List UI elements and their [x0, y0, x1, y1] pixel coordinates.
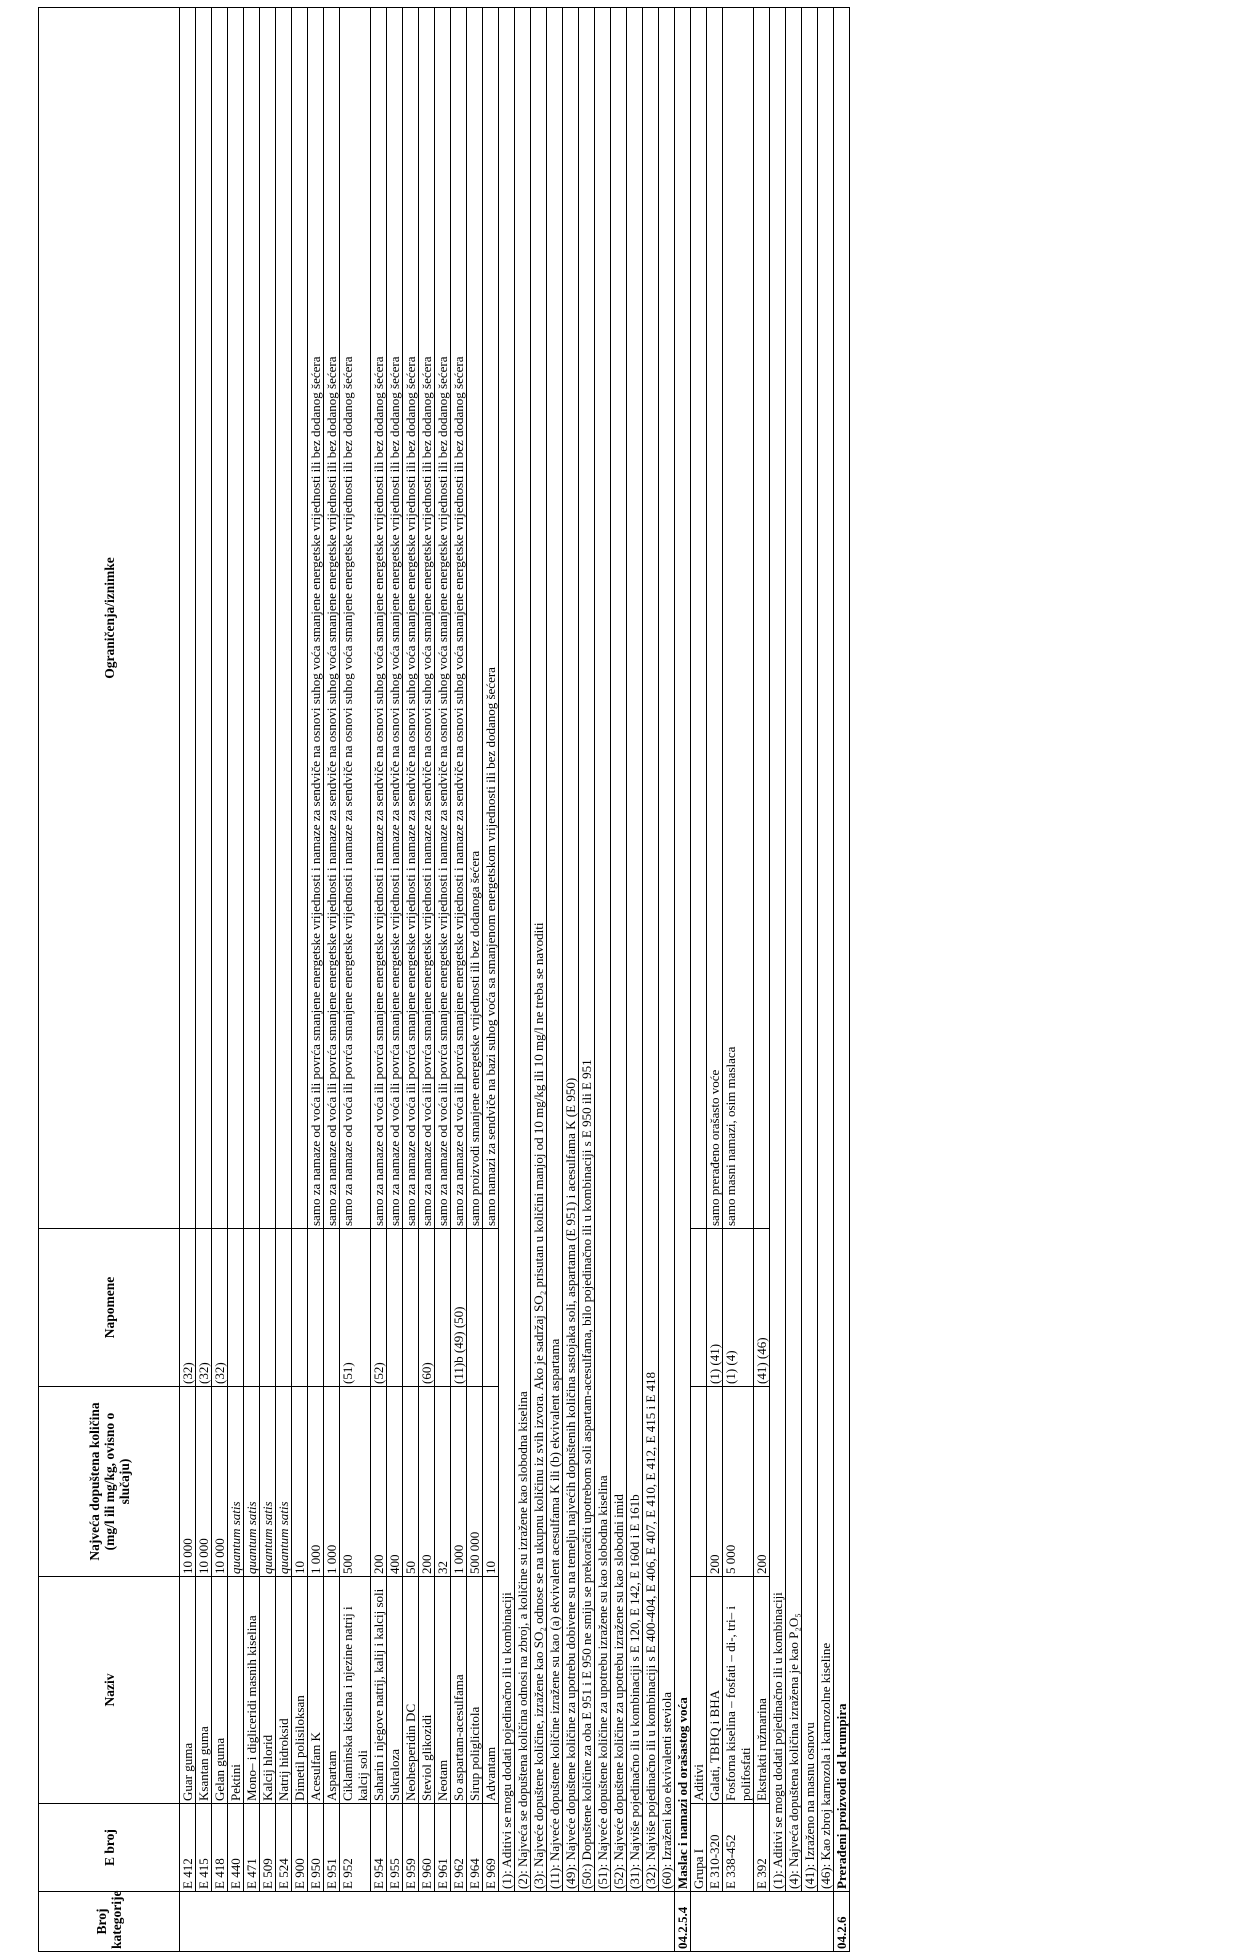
header-e-number: E broj [39, 1804, 180, 1892]
e-number-cell: E 412 [180, 1804, 196, 1892]
name-cell: Mono– i digliceridi masnih kiselina [244, 1577, 260, 1804]
name-cell: Neohesperidin DC [403, 1577, 419, 1804]
name-cell: Gelan guma [212, 1577, 228, 1804]
notes-cell [691, 1229, 707, 1387]
e-number-cell: E 509 [260, 1804, 276, 1892]
e-number-cell: E 310-320 [707, 1804, 723, 1892]
notes-cell: (52) [371, 1229, 387, 1387]
section-row [834, 8, 850, 1952]
table-row [435, 8, 451, 1952]
notes-cell: (41) (46) [754, 1229, 770, 1387]
name-cell: Sirup poliglicitola [467, 1577, 483, 1804]
name-cell: Saharin i njegove natrij, kalij i kalcij soli [371, 1577, 387, 1804]
category-cell [276, 1892, 292, 1952]
notes-cell: (1) (4) [723, 1229, 754, 1387]
table-row [196, 8, 212, 1952]
category-cell [802, 1892, 818, 1952]
footnote-text: (49): Najveće dopuštene količine za upotrebu dobivene su na temelju najvećih dopuštenih količina sastojaka soli, aspartama (E 951) i acesulfama K (E 950) [563, 8, 579, 1892]
category-cell [786, 1892, 802, 1952]
restriction-cell [228, 8, 244, 1229]
restriction-cell: samo masni namazi, osim maslaca [723, 8, 754, 1229]
category-cell [579, 1892, 595, 1952]
restriction-cell: samo namazi za sendviče na bazi suhog voća sa smanjenom energetskom vrijednosti ili bez dodanog šećera [483, 8, 499, 1229]
quantity-cell: 5 000 [723, 1387, 754, 1577]
e-number-cell: E 962 [451, 1804, 467, 1892]
footnote-row [770, 8, 786, 1952]
category-cell [643, 1892, 659, 1952]
e-number-cell: E 952 [340, 1804, 371, 1892]
category-cell [196, 1892, 212, 1952]
notes-cell [403, 1229, 419, 1387]
restriction-cell: samo za namaze od voća ili povrća smanjene energetske vrijednosti i namaze za sendviče na osnovi suhog voća smanjene energetske vrijednosti ili bez dodanog šećera [324, 8, 340, 1229]
name-cell: Ksantan guma [196, 1577, 212, 1804]
notes-cell: (32) [196, 1229, 212, 1387]
category-cell [770, 1892, 786, 1952]
table-row [483, 8, 499, 1952]
e-number-cell: E 415 [196, 1804, 212, 1892]
footnote-row [563, 8, 579, 1952]
name-cell: Kalcij hlorid [260, 1577, 276, 1804]
e-number-cell: Grupa I [691, 1804, 707, 1892]
category-cell [499, 1892, 515, 1952]
quantity-cell: 10 000 [196, 1387, 212, 1577]
header-category: Broj kategorije [39, 1892, 180, 1952]
footnote-row [802, 8, 818, 1952]
restriction-cell: samo za namaze od voća ili povrća smanjene energetske vrijednosti i namaze za sendviče na osnovi suhog voća smanjene energetske vrijednosti ili bez dodanog šećera [419, 8, 435, 1229]
category-cell [212, 1892, 228, 1952]
category-cell [547, 1892, 563, 1952]
restriction-cell: samo za namaze od voća ili povrća smanjene energetske vrijednosti i namaze za sendviče na osnovi suhog voća smanjene energetske vrijednosti ili bez dodanog šećera [451, 8, 467, 1229]
restriction-cell [244, 8, 260, 1229]
name-cell: Ciklaminska kiselina i njezine natrij i kalcij soli [340, 1577, 371, 1804]
category-cell [371, 1892, 387, 1952]
category-cell [324, 1892, 340, 1952]
footnote-text: (2): Najveća se dopuštena količina odnosi na zbroj, a količine su izražene kao slobodna kiselina [515, 8, 531, 1892]
name-cell: Aspartam [324, 1577, 340, 1804]
name-cell: Sukraloza [387, 1577, 403, 1804]
footnote-row [786, 8, 802, 1952]
footnote-text: (1): Aditivi se mogu dodati pojedinačno ili u kombinaciji [770, 8, 786, 1892]
table-row [403, 8, 419, 1952]
footnote-text: (46): Kao zbroj karnozola i karnozolne kiseline [818, 8, 834, 1892]
footnote-text: (52): Najveće dopuštene količine za upotrebu izražene su kao slobodni imid [611, 8, 627, 1892]
table-row [292, 8, 308, 1952]
category-cell [387, 1892, 403, 1952]
table-row [754, 8, 770, 1952]
restriction-cell [196, 8, 212, 1229]
category-cell [563, 1892, 579, 1952]
e-number-cell: E 955 [387, 1804, 403, 1892]
table-row [467, 8, 483, 1952]
table-row [340, 8, 371, 1952]
category-cell [292, 1892, 308, 1952]
notes-cell [228, 1229, 244, 1387]
table-row [212, 8, 228, 1952]
notes-cell [308, 1229, 324, 1387]
category-cell [419, 1892, 435, 1952]
name-cell: Pektini [228, 1577, 244, 1804]
e-number-cell: E 951 [324, 1804, 340, 1892]
e-number-cell: E 964 [467, 1804, 483, 1892]
quantity-cell: quantum satis [228, 1387, 244, 1577]
restriction-cell [260, 8, 276, 1229]
category-cell [403, 1892, 419, 1952]
notes-cell: (32) [180, 1229, 196, 1387]
e-number-cell: E 959 [403, 1804, 419, 1892]
category-cell [451, 1892, 467, 1952]
header-row [39, 8, 180, 1952]
notes-cell: (51) [340, 1229, 371, 1387]
name-cell: Galati, TBHQ i BHA [707, 1577, 723, 1804]
category-cell [723, 1892, 754, 1952]
table-row [276, 8, 292, 1952]
e-number-cell: E 969 [483, 1804, 499, 1892]
table-row [228, 8, 244, 1952]
quantity-cell: 500 000 [467, 1387, 483, 1577]
restriction-cell [212, 8, 228, 1229]
notes-cell [260, 1229, 276, 1387]
table-row [308, 8, 324, 1952]
e-number-cell: E 950 [308, 1804, 324, 1892]
restriction-cell [754, 8, 770, 1229]
category-cell [659, 1892, 675, 1952]
notes-cell [292, 1229, 308, 1387]
name-cell: Neotam [435, 1577, 451, 1804]
quantity-cell: 50 [403, 1387, 419, 1577]
notes-cell [276, 1229, 292, 1387]
e-number-cell: E 471 [244, 1804, 260, 1892]
name-cell: So aspartam-acesulfama [451, 1577, 467, 1804]
table-row [451, 8, 467, 1952]
quantity-cell: 1 000 [451, 1387, 467, 1577]
quantity-cell: 10 000 [180, 1387, 196, 1577]
footnote-text: (50:) Dopuštene količine za oba E 951 i E 950 ne smiju se prekoračiti upotrebom soli aspartam-acesulfama, bilo pojedinačno ili u kombinaciji s E 950 ili E 951 [579, 8, 595, 1892]
table-row [419, 8, 435, 1952]
footnote-text: (32): Najviše pojedinačno ili u kombinaciji s E 400-404, E 406, E 407, E 410, E 412, E 415 i E 418 [643, 8, 659, 1892]
quantity-cell [691, 1387, 707, 1577]
quantity-cell: 200 [707, 1387, 723, 1577]
section-category: 04.2.6 [834, 1892, 850, 1952]
name-cell: Ekstrakti ružmarina [754, 1577, 770, 1804]
category-cell [515, 1892, 531, 1952]
quantity-cell: quantum satis [276, 1387, 292, 1577]
e-number-cell: E 338-452 [723, 1804, 754, 1892]
e-number-cell: E 900 [292, 1804, 308, 1892]
quantity-cell: 10 [292, 1387, 308, 1577]
notes-cell [387, 1229, 403, 1387]
table-row [180, 8, 196, 1952]
restriction-cell [276, 8, 292, 1229]
category-cell [435, 1892, 451, 1952]
restriction-cell: samo za namaze od voća ili povrća smanjene energetske vrijednosti i namaze za sendviče na osnovi suhog voća smanjene energetske vrijednosti ili bez dodanog šećera [435, 8, 451, 1229]
category-cell [180, 1892, 196, 1952]
notes-cell [467, 1229, 483, 1387]
header-max-quantity: Najveća dopuštena količina (mg/l ili mg/kg, ovisno o slučaju) [39, 1387, 180, 1577]
e-number-cell: E 961 [435, 1804, 451, 1892]
name-cell: Fosforna kiselina – fosfati – di-, tri– i polifosfati [723, 1577, 754, 1804]
name-cell: Dimetil polisiloksan [292, 1577, 308, 1804]
category-cell [308, 1892, 324, 1952]
category-cell [595, 1892, 611, 1952]
footnote-row [818, 8, 834, 1952]
table-row [371, 8, 387, 1952]
footnote-text: (41): Izraženo na masnu osnovu [802, 8, 818, 1892]
restriction-cell: samo za namaze od voća ili povrća smanjene energetske vrijednosti i namaze za sendviče na osnovi suhog voća smanjene energetske vrijednosti ili bez dodanog šećera [308, 8, 324, 1229]
footnote-row [643, 8, 659, 1952]
category-cell [260, 1892, 276, 1952]
notes-cell: (32) [212, 1229, 228, 1387]
category-cell [627, 1892, 643, 1952]
restriction-cell [691, 8, 707, 1229]
footnote-row [531, 8, 547, 1952]
category-cell [244, 1892, 260, 1952]
footnote-row [579, 8, 595, 1952]
e-number-cell: E 392 [754, 1804, 770, 1892]
name-cell: Advantam [483, 1577, 499, 1804]
restriction-cell: samo za namaze od voća ili povrća smanjene energetske vrijednosti i namaze za sendviče na osnovi suhog voća smanjene energetske vrijednosti ili bez dodanog šećera [387, 8, 403, 1229]
footnote-text: (3): Najveće dopuštene količine, izražene kao SO₂ odnose se na ukupnu količinu iz svih izvora. Ako je sadržaj SO₂ prisutan u količini manjoj od 10 mg/kg ili 10 mg/l ne treba se navoditi [531, 8, 547, 1892]
e-number-cell: E 960 [419, 1804, 435, 1892]
category-cell [707, 1892, 723, 1952]
footnote-text: (1): Aditivi se mogu dodati pojedinačno ili u kombinaciji [499, 8, 515, 1892]
restriction-cell: samo za namaze od voća ili povrća smanjene energetske vrijednosti i namaze za sendviče na osnovi suhog voća smanjene energetske vrijednosti ili bez dodanog šećera [371, 8, 387, 1229]
notes-cell [324, 1229, 340, 1387]
footnote-row [547, 8, 563, 1952]
name-cell: Acesulfam K [308, 1577, 324, 1804]
footnote-row [515, 8, 531, 1952]
section-title: Maslac i namazi od orašastog voća [675, 8, 691, 1892]
footnote-text: (60): Izraženi kao ekvivalenti steviola [659, 8, 675, 1892]
restriction-cell: samo za namaze od voća ili povrća smanjene energetske vrijednosti i namaze za sendviče na osnovi suhog voća smanjene energetske vrijednosti ili bez dodanog šećera [340, 8, 371, 1229]
quantity-cell: 200 [419, 1387, 435, 1577]
restriction-cell [180, 8, 196, 1229]
e-number-cell: E 524 [276, 1804, 292, 1892]
category-cell [691, 1892, 707, 1952]
notes-cell: (1) (41) [707, 1229, 723, 1387]
table-row [707, 8, 723, 1952]
category-cell [818, 1892, 834, 1952]
name-cell: Natrij hidroksid [276, 1577, 292, 1804]
header-name: Naziv [39, 1577, 180, 1804]
notes-cell [244, 1229, 260, 1387]
category-cell [228, 1892, 244, 1952]
restriction-cell: samo proizvodi smanjene energetske vrijednosti ili bez dodanoga šećera [467, 8, 483, 1229]
name-cell: Steviol glikozidi [419, 1577, 435, 1804]
footnote-row [659, 8, 675, 1952]
category-cell [754, 1892, 770, 1952]
quantity-cell: 400 [387, 1387, 403, 1577]
table-row [260, 8, 276, 1952]
table-row [324, 8, 340, 1952]
quantity-cell: 10 000 [212, 1387, 228, 1577]
notes-cell [435, 1229, 451, 1387]
footnote-text: (51): Najveće dopuštene količine za upotrebu izražene su kao slobodna kiselina [595, 8, 611, 1892]
category-cell [483, 1892, 499, 1952]
quantity-cell: 1 000 [324, 1387, 340, 1577]
footnote-text: (11): Najveće dopuštene količine izražene su kao (a) ekvivalent acesulfama K ili (b) ekvivalent aspartama [547, 8, 563, 1892]
quantity-cell: quantum satis [260, 1387, 276, 1577]
quantity-cell: 10 [483, 1387, 499, 1577]
quantity-cell: 32 [435, 1387, 451, 1577]
quantity-cell: 200 [371, 1387, 387, 1577]
category-cell [340, 1892, 371, 1952]
header-notes: Napomene [39, 1229, 180, 1387]
category-cell [611, 1892, 627, 1952]
restriction-cell: samo prerađeno orašasto voće [707, 8, 723, 1229]
footnote-row [499, 8, 515, 1952]
footnote-text: (4): Najveća dopuštena količina izražena je kao P₂O₅ [786, 8, 802, 1892]
quantity-cell: 500 [340, 1387, 371, 1577]
section-row [675, 8, 691, 1952]
section-title: Prerađeni proizvodi od krumpira [834, 8, 850, 1892]
restriction-cell: samo za namaze od voća ili povrća smanjene energetske vrijednosti i namaze za sendviče na osnovi suhog voća smanjene energetske vrijednosti ili bez dodanog šećera [403, 8, 419, 1229]
header-restrictions: Ograničenja/iznimke [39, 8, 180, 1229]
restriction-cell [292, 8, 308, 1229]
additives-table [38, 7, 850, 1952]
notes-cell: (60) [419, 1229, 435, 1387]
category-cell [467, 1892, 483, 1952]
notes-cell [483, 1229, 499, 1387]
quantity-cell: 200 [754, 1387, 770, 1577]
footnote-text: (31): Najviše pojedinačno ili u kombinaciji s E 120, E 142, E 160d i E 161b [627, 8, 643, 1892]
table-row [723, 8, 754, 1952]
footnote-row [627, 8, 643, 1952]
section-category: 04.2.5.4 [675, 1892, 691, 1952]
footnote-row [595, 8, 611, 1952]
table-row [387, 8, 403, 1952]
table-row [244, 8, 260, 1952]
name-cell: Guar guma [180, 1577, 196, 1804]
table-row [691, 8, 707, 1952]
category-cell [531, 1892, 547, 1952]
name-cell: Aditivi [691, 1577, 707, 1804]
e-number-cell: E 954 [371, 1804, 387, 1892]
quantity-cell: 1 000 [308, 1387, 324, 1577]
footnote-row [611, 8, 627, 1952]
e-number-cell: E 418 [212, 1804, 228, 1892]
e-number-cell: E 440 [228, 1804, 244, 1892]
notes-cell: (11)b (49) (50) [451, 1229, 467, 1387]
quantity-cell: quantum satis [244, 1387, 260, 1577]
